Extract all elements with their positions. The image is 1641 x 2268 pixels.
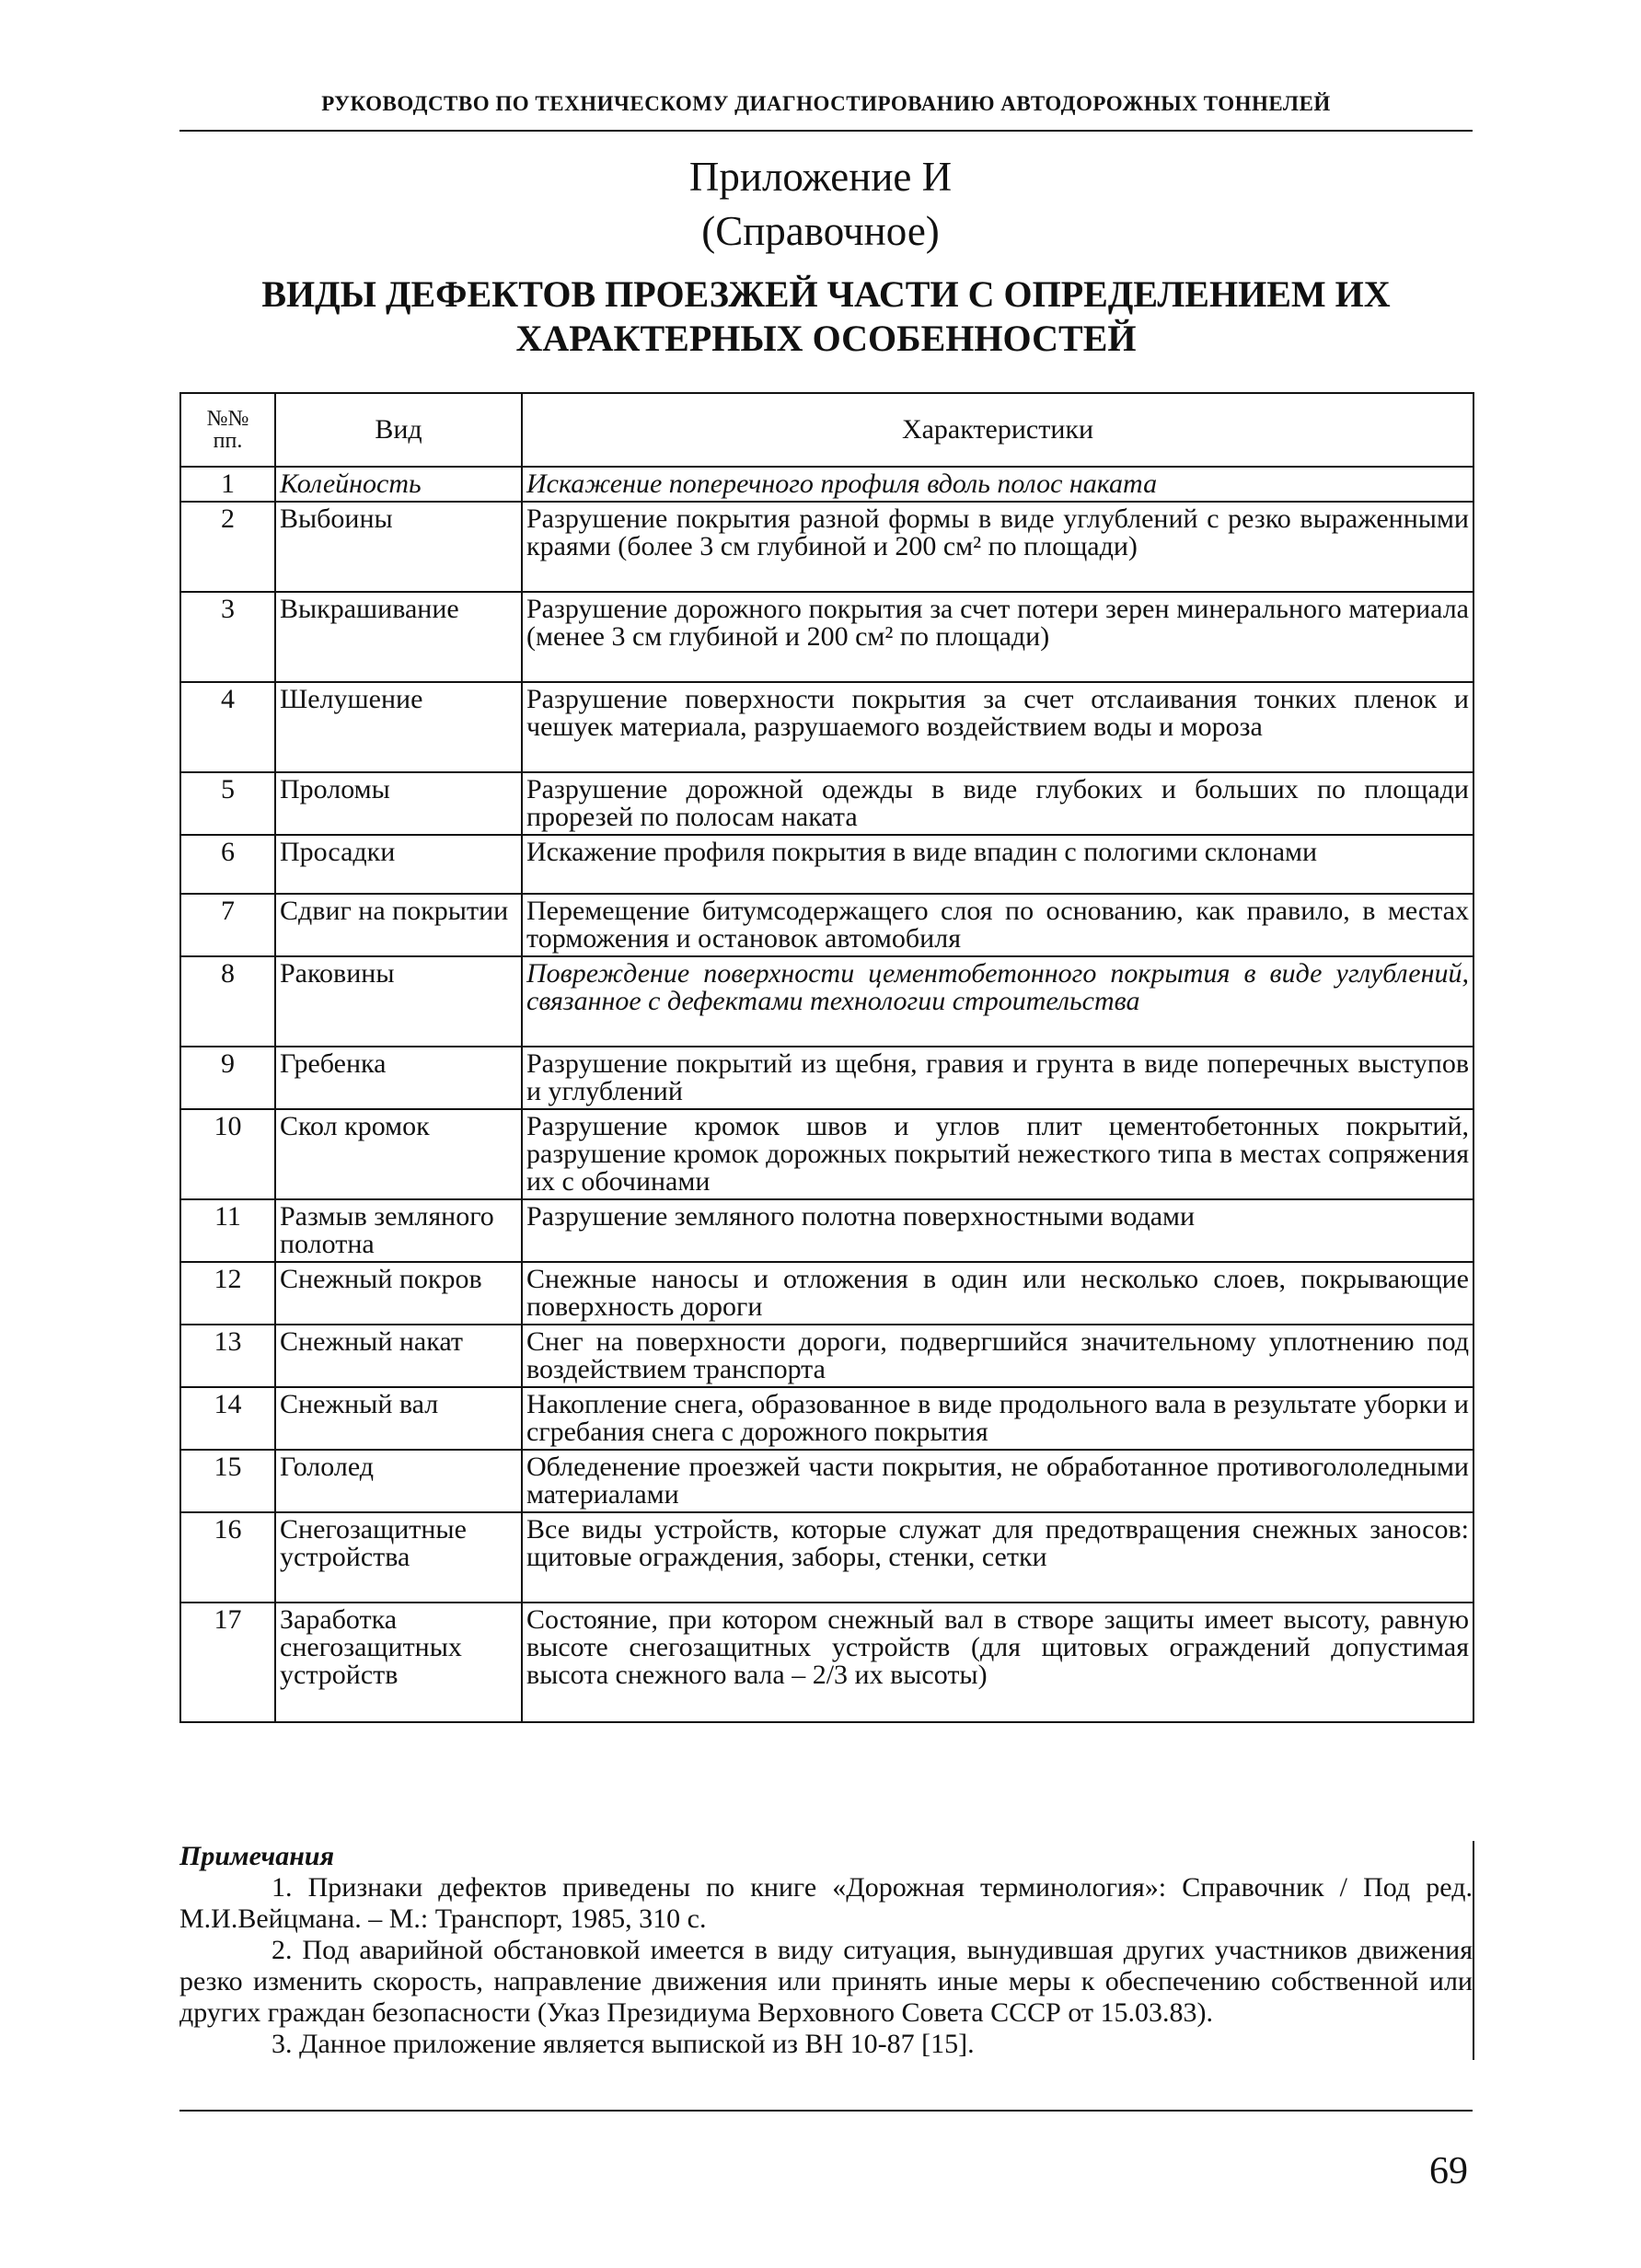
- row-characteristics: Разрушение поверхности покрытия за счет отслаивания тонких пленок и чешуек материала, разрушаемого воздействием воды и мороза: [522, 682, 1473, 772]
- row-number: 12: [180, 1262, 275, 1325]
- row-number: 1: [180, 467, 275, 502]
- row-kind: Снегозащитные устройства: [275, 1512, 522, 1603]
- row-characteristics: Разрушение дорожного покрытия за счет потери зерен минерального материала (менее 3 см глубиной и 200 см² по площади): [522, 592, 1473, 682]
- row-characteristics: Перемещение битумсодержащего слоя по основанию, как правило, в местах торможения и остановок автомобиля: [522, 894, 1473, 956]
- main-title-line-2: ХАРАКТЕРНЫХ ОСОБЕННОСТЕЙ: [515, 318, 1137, 359]
- row-number: 8: [180, 956, 275, 1047]
- row-number: 6: [180, 835, 275, 894]
- table-row: [180, 1262, 1473, 1325]
- table-row: [180, 1387, 1473, 1450]
- row-characteristics: Накопление снега, образованное в виде продольного вала в результате уборки и сгребания снега с дорожного покрытия: [522, 1387, 1473, 1450]
- header-kind: Вид: [275, 393, 522, 467]
- row-kind: Размыв земляного полотна: [275, 1199, 522, 1262]
- table-header-row: [180, 393, 1473, 467]
- row-number: 14: [180, 1387, 275, 1450]
- row-number: 16: [180, 1512, 275, 1603]
- row-characteristics: Снежные наносы и отложения в один или несколько слоев, покрывающие поверхность дороги: [522, 1262, 1473, 1325]
- note-item: 1. Признаки дефектов приведены по книге «Дорожная терминология»: Справочник / Под ред. М.И.Вейцмана. – М.: Транспорт, 1985, 310 с.: [179, 1872, 1473, 1934]
- row-number: 17: [180, 1603, 275, 1722]
- row-number: 11: [180, 1199, 275, 1262]
- table-row: [180, 1450, 1473, 1512]
- table-row: [180, 1512, 1473, 1603]
- notes-bottom-rule: [179, 2110, 1473, 2112]
- row-kind: Выкрашивание: [275, 592, 522, 682]
- row-characteristics: Разрушение земляного полотна поверхностными водами: [522, 1199, 1473, 1262]
- row-characteristics: Разрушение дорожной одежды в виде глубоких и больших по площади прорезей по полосам наката: [522, 772, 1473, 835]
- running-header: РУКОВОДСТВО ПО ТЕХНИЧЕСКОМУ ДИАГНОСТИРОВАНИЮ АВТОДОРОЖНЫХ ТОННЕЛЕЙ: [321, 92, 1331, 115]
- row-number: 9: [180, 1047, 275, 1109]
- notes-section: [179, 1841, 1474, 2060]
- row-characteristics: Обледенение проезжей части покрытия, не обработанное противогололедными материалами: [522, 1450, 1473, 1512]
- row-characteristics: Разрушение покрытия разной формы в виде углублений с резко выраженными краями (более 3 см глубиной и 200 см² по площади): [522, 502, 1473, 592]
- row-kind: Проломы: [275, 772, 522, 835]
- notes-title: Примечания: [179, 1841, 335, 1871]
- row-number: 10: [180, 1109, 275, 1199]
- header-characteristics: Характеристики: [522, 393, 1473, 467]
- row-number: 15: [180, 1450, 275, 1512]
- note-item: 3. Данное приложение является выпиской из ВН 10-87 [15].: [272, 2029, 975, 2059]
- row-kind: Снежный вал: [275, 1387, 522, 1450]
- row-number: 7: [180, 894, 275, 956]
- row-number: 5: [180, 772, 275, 835]
- row-characteristics: Снег на поверхности дороги, подвергшийся значительному уплотнению под воздействием транспорта: [522, 1325, 1473, 1387]
- table-row: [180, 682, 1473, 772]
- appendix-subtitle: (Справочное): [701, 208, 940, 254]
- table-row: [180, 1325, 1473, 1387]
- header-number: [180, 393, 275, 467]
- table-row: [180, 592, 1473, 682]
- header-rule: [179, 130, 1473, 132]
- table-row: [180, 1109, 1473, 1199]
- row-kind: Скол кромок: [275, 1109, 522, 1199]
- row-characteristics: Состояние, при котором снежный вал в створе защиты имеет высоту, равную высоте снегозащитных устройств (для щитовых ограждений допустимая высота снежного вала – 2/3 их высоты): [522, 1603, 1473, 1722]
- table-row: [180, 1199, 1473, 1262]
- table-row: [180, 894, 1473, 956]
- row-characteristics: Искажение поперечного профиля вдоль полос наката: [522, 467, 1473, 502]
- row-kind: Раковины: [275, 956, 522, 1047]
- appendix-title: Приложение И: [688, 154, 953, 200]
- row-characteristics: Повреждение поверхности цементобетонного покрытия в виде углублений, связанное с дефектами технологии строительства: [522, 956, 1473, 1047]
- row-kind: Шелушение: [275, 682, 522, 772]
- row-characteristics: Разрушение покрытий из щебня, гравия и грунта в виде поперечных выступов и углублений: [522, 1047, 1473, 1109]
- header-number-line-2: пп.: [213, 429, 243, 453]
- main-title: [193, 272, 1459, 361]
- table-row: [180, 772, 1473, 835]
- table-row: [180, 956, 1473, 1047]
- table-row: [180, 835, 1473, 894]
- table-row: [180, 502, 1473, 592]
- row-kind: Колейность: [275, 467, 522, 502]
- main-title-line-1: ВИДЫ ДЕФЕКТОВ ПРОЕЗЖЕЙ ЧАСТИ С ОПРЕДЕЛЕНИЕМ ИХ: [261, 273, 1391, 315]
- header-number-line-1: №№: [206, 407, 249, 431]
- row-number: 13: [180, 1325, 275, 1387]
- row-kind: Заработка снегозащитных устройств: [275, 1603, 522, 1722]
- table-row: [180, 467, 1473, 502]
- row-kind: Снежный покров: [275, 1262, 522, 1325]
- row-characteristics: Все виды устройств, которые служат для предотвращения снежных заносов: щитовые ограждения, заборы, стенки, сетки: [522, 1512, 1473, 1603]
- row-number: 2: [180, 502, 275, 592]
- row-kind: Сдвиг на покрытии: [275, 894, 522, 956]
- defects-table: [179, 392, 1474, 1723]
- row-characteristics: Искажение профиля покрытия в виде впадин с пологими склонами: [522, 835, 1473, 894]
- page-number: 69: [1429, 2150, 1468, 2193]
- row-kind: Гребенка: [275, 1047, 522, 1109]
- note-item: 2. Под аварийной обстановкой имеется в виду ситуация, вынудившая других участников движения резко изменить скорость, направление движения или принять иные меры к обеспечению собственной или других граждан безопасности (Указ Президиума Верховного Совета СССР от 15.03.83).: [179, 1935, 1473, 2028]
- row-kind: Гололед: [275, 1450, 522, 1512]
- row-characteristics: Разрушение кромок швов и углов плит цементобетонных покрытий, разрушение кромок дорожных покрытий нежесткого типа в местах сопряжения их с обочинами: [522, 1109, 1473, 1199]
- row-kind: Просадки: [275, 835, 522, 894]
- table-row: [180, 1047, 1473, 1109]
- row-number: 4: [180, 682, 275, 772]
- table-row: [180, 1603, 1473, 1722]
- row-kind: Выбоины: [275, 502, 522, 592]
- row-number: 3: [180, 592, 275, 682]
- row-kind: Снежный накат: [275, 1325, 522, 1387]
